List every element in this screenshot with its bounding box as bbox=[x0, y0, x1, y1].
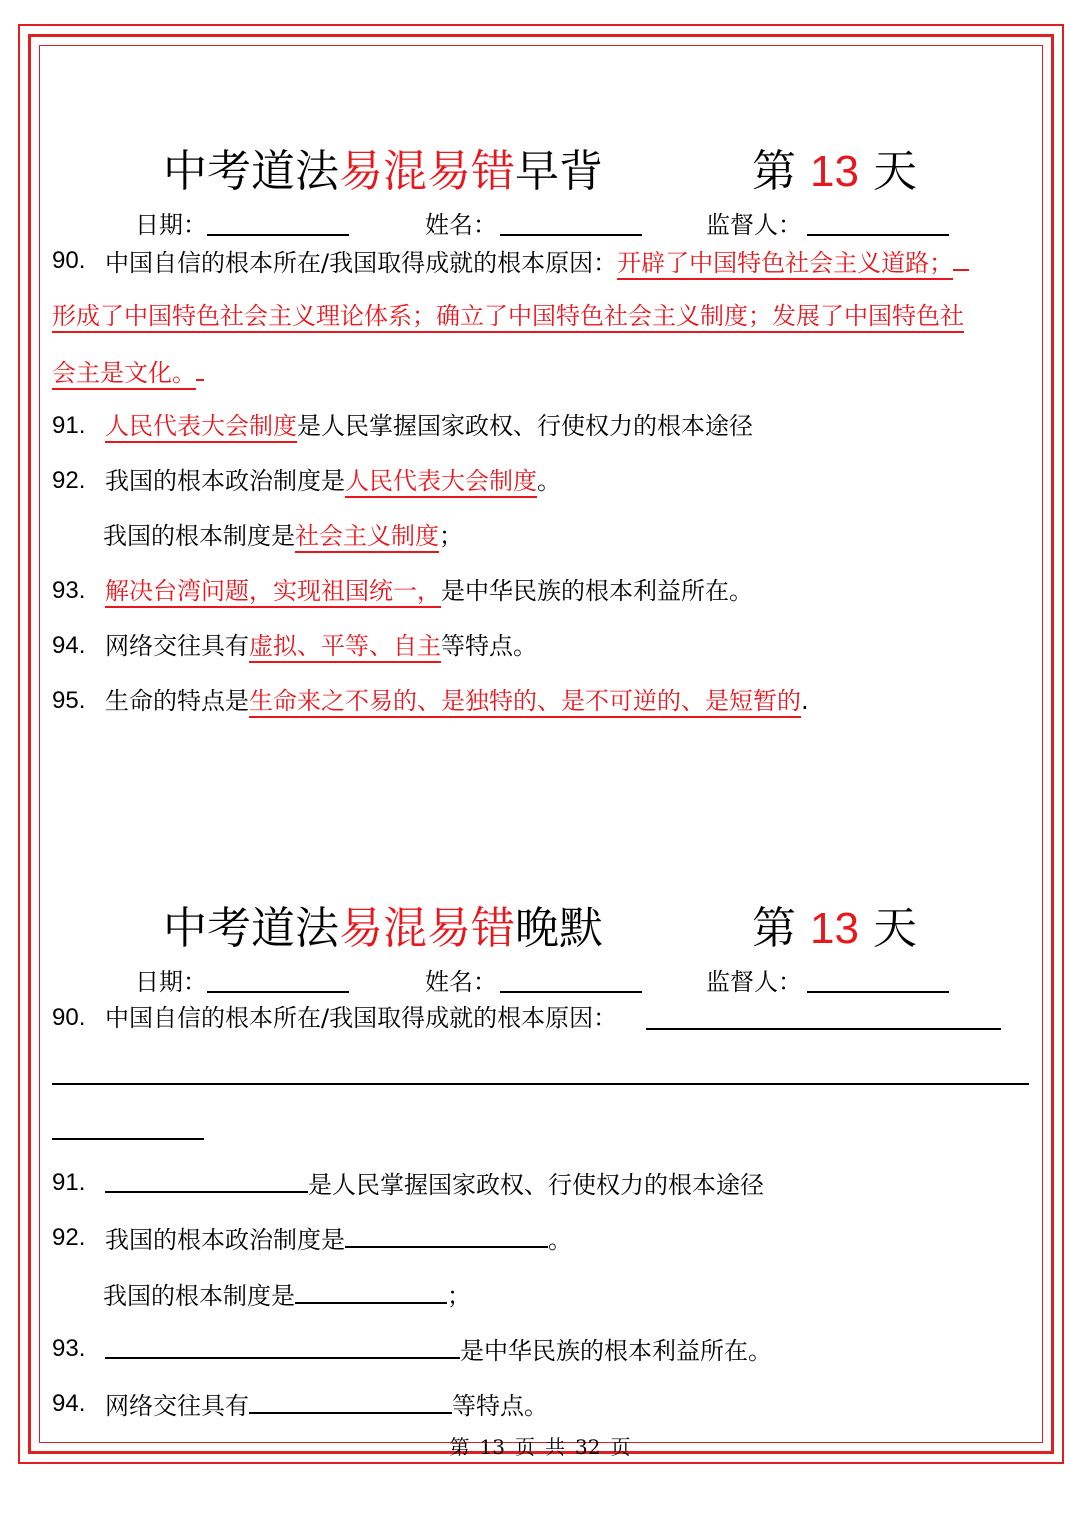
question-text: 我国的根本制度是社会主义制度； bbox=[103, 518, 463, 554]
evening-q90 bbox=[0, 1000, 1080, 1040]
page-footer: 第 13 页 共 32 页 bbox=[449, 1435, 631, 1459]
question-text: 生命的特点是生命来之不易的、是独特的、是不可逆的、是短暂的. bbox=[105, 683, 809, 719]
evening-q94 bbox=[0, 1386, 1080, 1426]
evening-title bbox=[0, 899, 1080, 959]
supervisor-blank[interactable] bbox=[807, 234, 949, 236]
question-number: 91. bbox=[52, 1169, 86, 1196]
answer-text: 人民代表大会制度 bbox=[345, 467, 537, 498]
morning-q90-cont2 bbox=[0, 353, 1080, 393]
question-text: 人民代表大会制度是人民掌握国家政权、行使权力的根本途径 bbox=[105, 408, 753, 444]
page-total: 32 bbox=[575, 1435, 601, 1459]
question-text: 是中华民族的根本利益所在。 bbox=[105, 1331, 772, 1369]
morning-meta bbox=[0, 210, 1080, 244]
morning-q91 bbox=[0, 408, 1080, 448]
question-number: 90. bbox=[52, 247, 86, 274]
name-label: 姓名： bbox=[425, 211, 497, 239]
answer-text: 人民代表大会制度 bbox=[105, 412, 297, 443]
question-text: 解决台湾问题，实现祖国统一，是中华民族的根本利益所在。 bbox=[105, 573, 753, 609]
answer-text: 解决台湾问题，实现祖国统一， bbox=[105, 577, 441, 608]
question-number: 93. bbox=[52, 1335, 86, 1362]
morning-q90 bbox=[0, 243, 1080, 283]
evening-day-label: 第 13 天 bbox=[752, 903, 917, 954]
date-label: 日期： bbox=[135, 968, 207, 996]
supervisor-label: 监督人： bbox=[706, 211, 802, 239]
question-number: 94. bbox=[52, 632, 86, 659]
morning-title-main: 中考道法易混易错早背 bbox=[163, 146, 603, 197]
answer-blank[interactable] bbox=[105, 1331, 460, 1359]
name-blank[interactable] bbox=[500, 234, 642, 236]
question-number: 92. bbox=[52, 1224, 86, 1251]
question-text: 中国自信的根本所在/我国取得成就的根本原因： bbox=[105, 1004, 618, 1032]
answer-text: 虚拟、平等、自主 bbox=[249, 632, 441, 663]
evening-title-main: 中考道法易混易错晚默 bbox=[163, 903, 603, 954]
name-label: 姓名： bbox=[425, 968, 497, 996]
morning-q95 bbox=[0, 683, 1080, 723]
morning-q92 bbox=[0, 463, 1080, 503]
question-text: 网络交往具有虚拟、平等、自主等特点。 bbox=[105, 628, 537, 664]
question-text: 中国自信的根本所在/我国取得成就的根本原因：开辟了中国特色社会主义道路； bbox=[105, 243, 969, 281]
answer-blank[interactable] bbox=[249, 1386, 452, 1414]
question-number: 94. bbox=[52, 1390, 86, 1417]
page-number: 13 bbox=[479, 1435, 505, 1459]
answer-blank[interactable] bbox=[646, 1028, 1001, 1030]
evening-q91 bbox=[0, 1165, 1080, 1205]
answer-text: 形成了中国特色社会主义理论体系；确立了中国特色社会主义制度；发展了中国特色社 bbox=[52, 302, 964, 333]
answer-blank[interactable] bbox=[295, 1276, 447, 1304]
question-number: 92. bbox=[52, 467, 86, 494]
morning-title bbox=[0, 142, 1080, 202]
morning-q93 bbox=[0, 573, 1080, 613]
evening-q93 bbox=[0, 1331, 1080, 1371]
question-text: 我国的根本制度是 ； bbox=[103, 1276, 471, 1314]
morning-q92b bbox=[0, 518, 1080, 558]
answer-text: 开辟了中国特色社会主义道路； bbox=[617, 249, 953, 280]
date-label: 日期： bbox=[135, 211, 207, 239]
morning-q90-cont1 bbox=[0, 298, 1080, 338]
answer-blank[interactable] bbox=[52, 1138, 204, 1140]
answer-text: 会主是文化。 bbox=[52, 359, 196, 390]
date-blank[interactable] bbox=[207, 234, 349, 236]
question-text: 是人民掌握国家政权、行使权力的根本途径 bbox=[105, 1165, 764, 1203]
question-number: 93. bbox=[52, 577, 86, 604]
question-number: 95. bbox=[52, 687, 86, 714]
answer-blank[interactable] bbox=[105, 1165, 308, 1193]
question-number: 91. bbox=[52, 412, 86, 439]
evening-q92b bbox=[0, 1276, 1080, 1316]
morning-q94 bbox=[0, 628, 1080, 668]
answer-blank[interactable] bbox=[345, 1220, 548, 1248]
evening-q92 bbox=[0, 1220, 1080, 1260]
supervisor-blank[interactable] bbox=[807, 991, 949, 993]
answer-text: 生命来之不易的、是独特的、是不可逆的、是短暂的 bbox=[249, 687, 801, 718]
answer-text: 社会主义制度 bbox=[295, 522, 439, 553]
answer-blank[interactable] bbox=[52, 1083, 1029, 1085]
question-text: 我国的根本政治制度是人民代表大会制度。 bbox=[105, 463, 561, 499]
name-blank[interactable] bbox=[500, 991, 642, 993]
morning-day-label: 第 13 天 bbox=[752, 146, 917, 197]
evening-meta bbox=[0, 967, 1080, 1001]
question-text: 我国的根本政治制度是 。 bbox=[105, 1220, 572, 1258]
question-number: 90. bbox=[52, 1004, 86, 1031]
supervisor-label: 监督人： bbox=[706, 968, 802, 996]
date-blank[interactable] bbox=[207, 991, 349, 993]
question-text: 网络交往具有 等特点。 bbox=[105, 1386, 548, 1424]
